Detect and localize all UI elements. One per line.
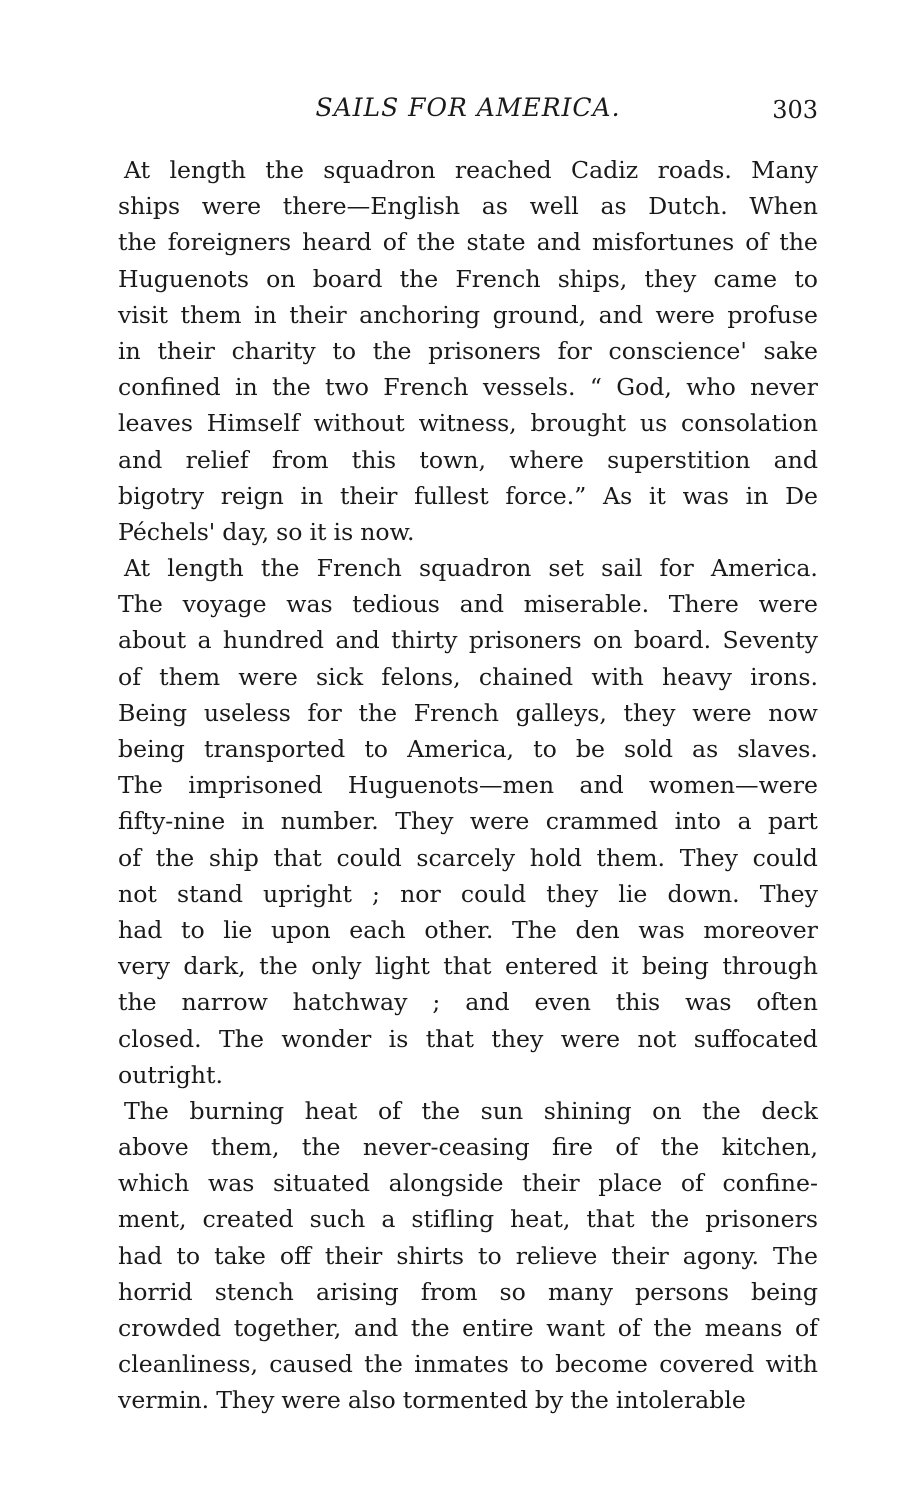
text-line: The burning heat of the sun shining on the deck [124,1096,818,1125]
paragraph [118,550,818,1093]
text-line: the foreigners heard of the state and misfortunes of the [118,228,818,257]
text-line: being transported to America, to be sold as slaves. [118,735,818,763]
text-line: cleanliness, caused the inmates to become covered with [118,1350,818,1379]
text-line: bigotry reign in their fullest force.” As it was in De [118,481,818,510]
paragraph [118,152,818,550]
text-line: Huguenots on board the French ships, they came to [118,264,818,293]
page-number: 303 [772,96,818,124]
text-line: At length the squadron reached Cadiz roads. Many [124,156,818,184]
text-line: above them, the never-ceasing fire of the kitchen, [118,1133,818,1162]
text-line: Being useless for the French galleys, they were now [118,698,818,727]
text-line: crowded together, and the entire want of the means of [118,1314,818,1342]
text-line: fifty-nine in number. They were crammed into a part [118,807,818,836]
text-line: outright. [118,1060,223,1089]
text-line: about a hundred and thirty prisoners on board. Seventy [118,626,818,655]
text-line: At length the French squadron set sail for America. [124,554,818,583]
text-line: Péchels' day, so it is now. [118,517,415,546]
text-line: in their charity to the prisoners for conscience' sake [118,336,818,365]
text-line: which was situated alongside their place of confine- [118,1169,818,1198]
body-text [118,152,818,1419]
text-line: ment, created such a stifling heat, that the prisoners [118,1205,818,1234]
text-line: closed. The wonder is that they were not suffocated [118,1024,818,1053]
running-head [118,88,818,128]
text-line: not stand upright ; nor could they lie down. They [118,879,818,908]
text-line: ships were there—English as well as Dutch. When [118,192,818,221]
paragraph [118,1093,818,1419]
text-line: of them were sick felons, chained with heavy irons. [118,662,818,691]
text-line: of the ship that could scarcely hold them. They could [118,843,818,872]
text-line: visit them in their anchoring ground, and were profuse [118,300,818,329]
text-line: the narrow hatchway ; and even this was often [118,988,818,1017]
running-title: SAILS FOR AMERICA. [315,93,621,122]
text-line: and relief from this town, where superstition and [118,445,818,474]
text-line: leaves Himself without witness, brought us consolation [118,409,818,438]
text-line: vermin. They were also tormented by the intolerable [118,1386,746,1415]
text-line: had to lie upon each other. The den was moreover [118,915,818,944]
text-line: confined in the two French vessels. “ God, who never [118,373,818,402]
text-line: very dark, the only light that entered it being through [118,952,818,981]
text-line: had to take off their shirts to relieve their agony. The [118,1241,818,1270]
text-line: The imprisoned Huguenots—men and women—were [118,771,818,800]
text-line: horrid stench arising from so many persons being [118,1277,818,1306]
text-line: The voyage was tedious and miserable. There were [118,590,818,619]
